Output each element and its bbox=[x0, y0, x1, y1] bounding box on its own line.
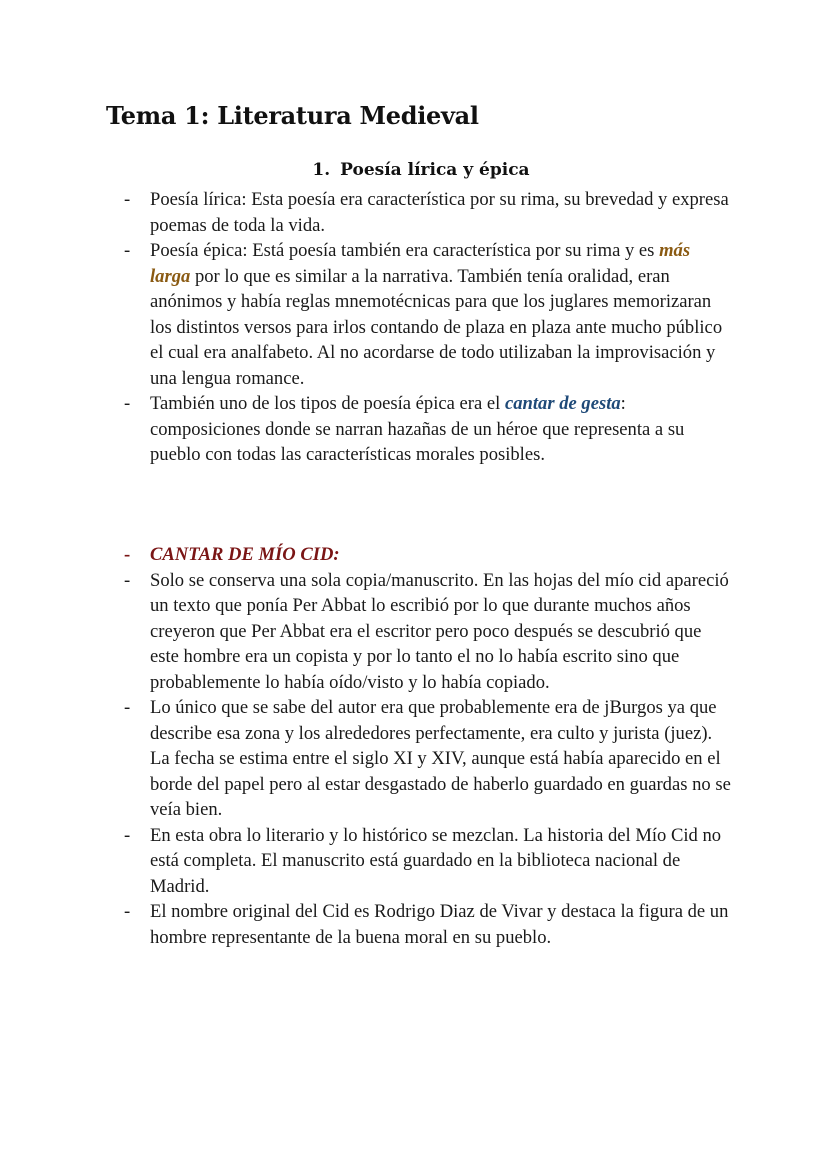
cantar-mio-cid-heading: CANTAR DE MÍO CID: bbox=[150, 544, 340, 565]
list-item-text: El nombre original del Cid es Rodrigo Diaz de Vivar y destaca la figura de un hombre representante de la buena moral en su pueblo. bbox=[150, 901, 729, 948]
list-item bbox=[124, 238, 734, 391]
list-item bbox=[124, 695, 734, 823]
bullet-dash: - bbox=[124, 544, 131, 565]
section-number: 1. bbox=[312, 160, 331, 180]
bullet-dash: - bbox=[124, 393, 131, 414]
bullet-dash: - bbox=[124, 569, 131, 591]
highlight-cantar-de-gesta: cantar de gesta bbox=[504, 393, 621, 414]
list-item-text: Solo se conserva una sola copia/manuscrito. En las hojas del mío cid apareció un texto que ponía Per Abbat lo escribió por lo que durante muchos años creyeron que Per Abbat era el escritor pero poco después se descubrió que este hombre era un copista y por lo tanto el no lo había escrito sino que probablemente lo había oído/visto y lo había copiado. bbox=[150, 569, 729, 693]
list-item bbox=[124, 187, 734, 238]
list-item-text: En esta obra lo literario y lo histórico se mezclan. La historia del Mío Cid no está completa. El manuscrito está guardado en la biblioteca nacional de Madrid. bbox=[150, 824, 722, 897]
list-item-text: Lo único que se sabe del autor era que probablemente era de jBurgos ya que describe esa zona y los alrededores perfectamente, era culto y jurista (juez). La fecha se estima entre el siglo XI y XIV, aunque está había aparecido en el borde del papel pero al estar desgastado de haberlo guardado en guardas no se veía bien. bbox=[150, 697, 731, 820]
bullet-dash: - bbox=[124, 189, 131, 210]
page-title: Tema 1: Literatura Medieval bbox=[106, 101, 479, 130]
bullet-dash: - bbox=[124, 697, 131, 718]
list-item bbox=[124, 899, 734, 950]
list-item-text-before: Poesía épica: Está poesía también era característica por su rima y es bbox=[150, 240, 660, 261]
list-item-text-after: : composiciones donde se narran hazañas de un héroe que representa a su pueblo con todas las características morales posibles. bbox=[150, 393, 685, 465]
list-item-text-before: También uno de los tipos de poesía épica era el bbox=[150, 393, 505, 414]
bullet-dash: - bbox=[124, 901, 131, 922]
highlight-mas-larga: más larga bbox=[150, 240, 691, 287]
section-heading-1 bbox=[0, 160, 828, 180]
list-item-text: Poesía lírica: Esta poesía era característica por su rima, su brevedad y expresa poemas de toda la vida. bbox=[150, 189, 729, 236]
section-heading-2 bbox=[124, 542, 734, 568]
section-title: Poesía lírica y épica bbox=[340, 160, 530, 180]
bullet-list-poesia bbox=[124, 187, 734, 468]
list-item-text-after: por lo que es similar a la narrativa. También tenía oralidad, eran anónimos y había reglas mnemotécnicas para que los juglares memorizaran los distintos versos para irlos contando de plaza en plaza ante mucho público el cual era analfabeto. Al no acordarse de todo utilizaban la improvisación y una lengua romance. bbox=[150, 265, 723, 389]
bullet-list-mio-cid bbox=[124, 542, 734, 950]
bullet-dash: - bbox=[124, 824, 131, 846]
bullet-dash: - bbox=[124, 240, 131, 261]
list-item bbox=[124, 568, 734, 696]
list-item bbox=[124, 391, 734, 468]
list-item bbox=[124, 823, 734, 900]
